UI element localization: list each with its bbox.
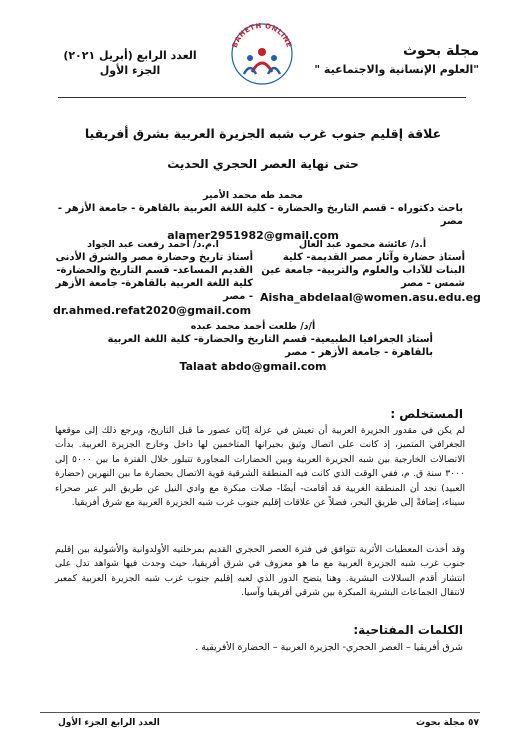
issue-info bbox=[60, 48, 200, 78]
author-block-1 bbox=[43, 189, 463, 242]
footer-issue: العدد الرابع الجزء الأول bbox=[58, 718, 160, 728]
author-block-3 bbox=[53, 238, 253, 317]
author-affiliation: أستاذ الجغرافيا الطبيعية- قسم التاريخ والحضارة- كلية اللغة العربية بالقاهرة - جامعة الأزهر - مصر bbox=[107, 334, 433, 358]
author-email[interactable]: dr.ahmed.refat2020@gmail.com bbox=[53, 304, 252, 317]
author-email[interactable]: Aisha_abdelaal@women.asu.edu.eg bbox=[260, 291, 481, 304]
abstract-paragraph-1: لم يكن في مقدور الجزيرة العربية أن تعيش في عزلة إبّان عصور ما قبل التاريخ، ويرجع ذلك إلى موقعها الجغرافي المتميز، إذ كانت على اتصال وثيق بجيرانها المتاخمين لها داخل وخارج الجزيرة العربية. بدأت الاتصالات الخارجية بين شبه الجزيرة العربية وبين الحضارات المجاورة تتبلور خلال الفترة ما بين ٥٠٠٠ إلى ٣٠٠٠ سنة ق. م، ففي الوقت الذي كانت فيه المنطقة الشرقية قوية الاتصال بحضارة ما بين النهرين (حضارة العبيد) نجد أن المنطقة الغربية قد أقامت- أيضًا- صلات مبكرة مع وادي النيل عن طريق البر عبر صحراء سيناء، إضافةً إلى طريق البحر، فضلاً عن علاقات إقليم جنوب غرب شبه الجزيرة العربية مع شرق أفريقيا. bbox=[55, 425, 466, 509]
abstract-paragraph-2: وقد أخذت المعطيات الأثرية تتوافق في فترة العصر الحجري القديم بمرحلتيه الأولدوانية والأشولية بين إقليم جنوب غرب شبه الجزيرة العربية مع ما هو معروف في شرق أفريقيا، حيث وجدت فيها شواهد تدل على انتشار أقدم السلالات البشرية. وهنا يتضح الدور الذي لعبه إقليم جنوب غرب شبه الجزيرة العربية كمعبر لانتقال الجماعات البشرية المبكرة بين شرقي أفريقيا وآسيا. bbox=[55, 544, 465, 599]
paper-subtitle: حتى نهاية العصر الحجري الحديث bbox=[167, 157, 359, 171]
keywords-heading: الكلمات المفتاحية: bbox=[353, 623, 463, 637]
author-affiliation: أستاذ حضارة وآثار مصر القديمة- كلية البنات للآداب والعلوم والتربية- جامعة عين شمس - مصر bbox=[261, 252, 465, 289]
paper-title: علاقة إقليم جنوب غرب شبه الجزيرة العربية بشرق أفريقيا bbox=[84, 126, 442, 141]
author-email[interactable]: Talaat abdo@gmail.com bbox=[179, 360, 327, 373]
author-name: ا.م.د/ أحمد رفعت عبد الجواد bbox=[87, 239, 219, 250]
svg-text:BAHETH ONLINE bbox=[231, 22, 293, 49]
author-block-4 bbox=[73, 320, 433, 373]
journal-header bbox=[269, 42, 479, 78]
footer-divider bbox=[40, 712, 480, 713]
abstract-heading: المستخلص : bbox=[390, 407, 463, 421]
journal-title: مجلة بحوث bbox=[402, 43, 479, 59]
journal-subtitle: "العلوم الإنسانية والاجتماعية " bbox=[314, 63, 479, 76]
header-divider bbox=[58, 97, 466, 98]
part-label: الجزء الأول bbox=[99, 64, 161, 77]
keywords-text: شرق أفريقيا – العصر الحجري- الجزيرة العربية – الحضارة الأفريقية . bbox=[195, 642, 463, 653]
author-name: محمد طه محمد الأمير bbox=[203, 190, 303, 201]
author-block-2 bbox=[260, 238, 481, 304]
issue-label: العدد الرابع (أبريل ٢٠٢١) bbox=[63, 49, 197, 62]
author-email[interactable]: alamer2951982@gmail.com bbox=[167, 229, 339, 242]
author-affiliation: أستاذ تاريخ وحضارة مصر والشرق الأدنى القديم المساعد- قسم التاريخ والحضارة- كلية اللغة العربية بالقاهرة- جامعة الأزهر - مصر bbox=[55, 252, 253, 302]
author-name: أ/د/ طلعت أحمد محمد عبده bbox=[190, 321, 316, 332]
journal-logo bbox=[226, 18, 298, 86]
author-name: أ.د/ عائشة محمود عبد العال bbox=[298, 239, 427, 250]
footer-page-journal: ٥٧ مجلة بحوث bbox=[415, 718, 479, 728]
author-affiliation: باحث دكتوراه - قسم التاريخ والحضارة - كلية اللغة العربية بالقاهرة - جامعة الأزهر - مصر bbox=[57, 203, 463, 227]
logo-text: BAHETH ONLINE bbox=[230, 21, 294, 49]
